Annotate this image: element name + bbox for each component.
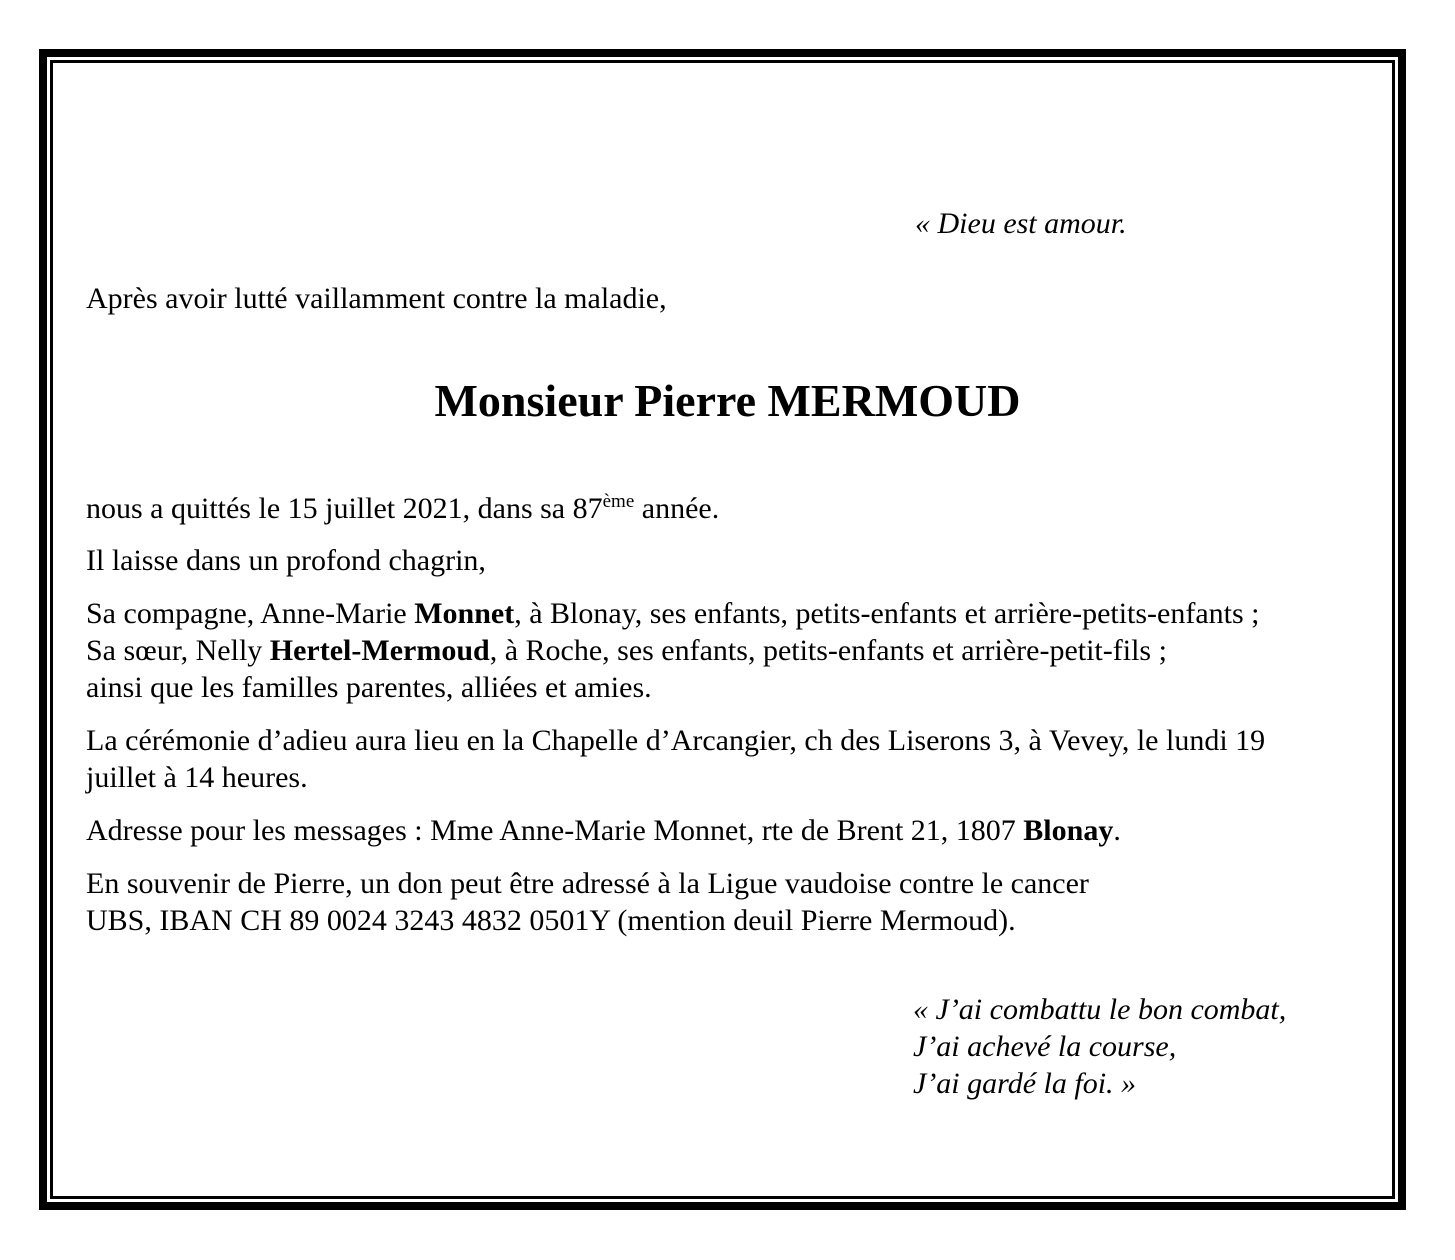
death-statement: nous a quittés le 15 juillet 2021, dans sa 87ème année. [86, 491, 720, 525]
closing-quote: « J’ai combattu le bon combat, J’ai achevé la course, J’ai gardé la foi. » [913, 993, 1287, 1100]
messages-address: Adresse pour les messages : Mme Anne-Marie Monnet, rte de Brent 21, 1807 Blonay. [86, 814, 1121, 847]
grief-statement: Il laisse dans un profond chagrin, [86, 544, 486, 577]
ceremony-details: La cérémonie d’adieu aura lieu en la Chapelle d’Arcangier, ch des Liserons 3, à Vevey, le lundi 19 juillet à 14 heures. [86, 724, 1266, 794]
donation-info: En souvenir de Pierre, un don peut être adressé à la Ligue vaudoise contre le cancer UBS, IBAN CH 89 0024 3243 4832 0501Y (mention deuil Pierre Mermoud). [86, 867, 1089, 937]
epigraph-quote: « Dieu est amour. [915, 207, 1127, 240]
survivors-list: Sa compagne, Anne-Marie Monnet, à Blonay, ses enfants, petits-enfants et arrière-petits-enfants ; Sa sœur, Nelly Hertel-Mermoud, à Roche, ses enfants, petits-enfants et arrière-petit-fils ; ainsi que les familles parentes, alliées et amies. [86, 597, 1260, 704]
intro-line: Après avoir lutté vaillamment contre la maladie, [86, 282, 667, 315]
deceased-name-title: Monsieur Pierre MERMOUD [434, 375, 1021, 426]
